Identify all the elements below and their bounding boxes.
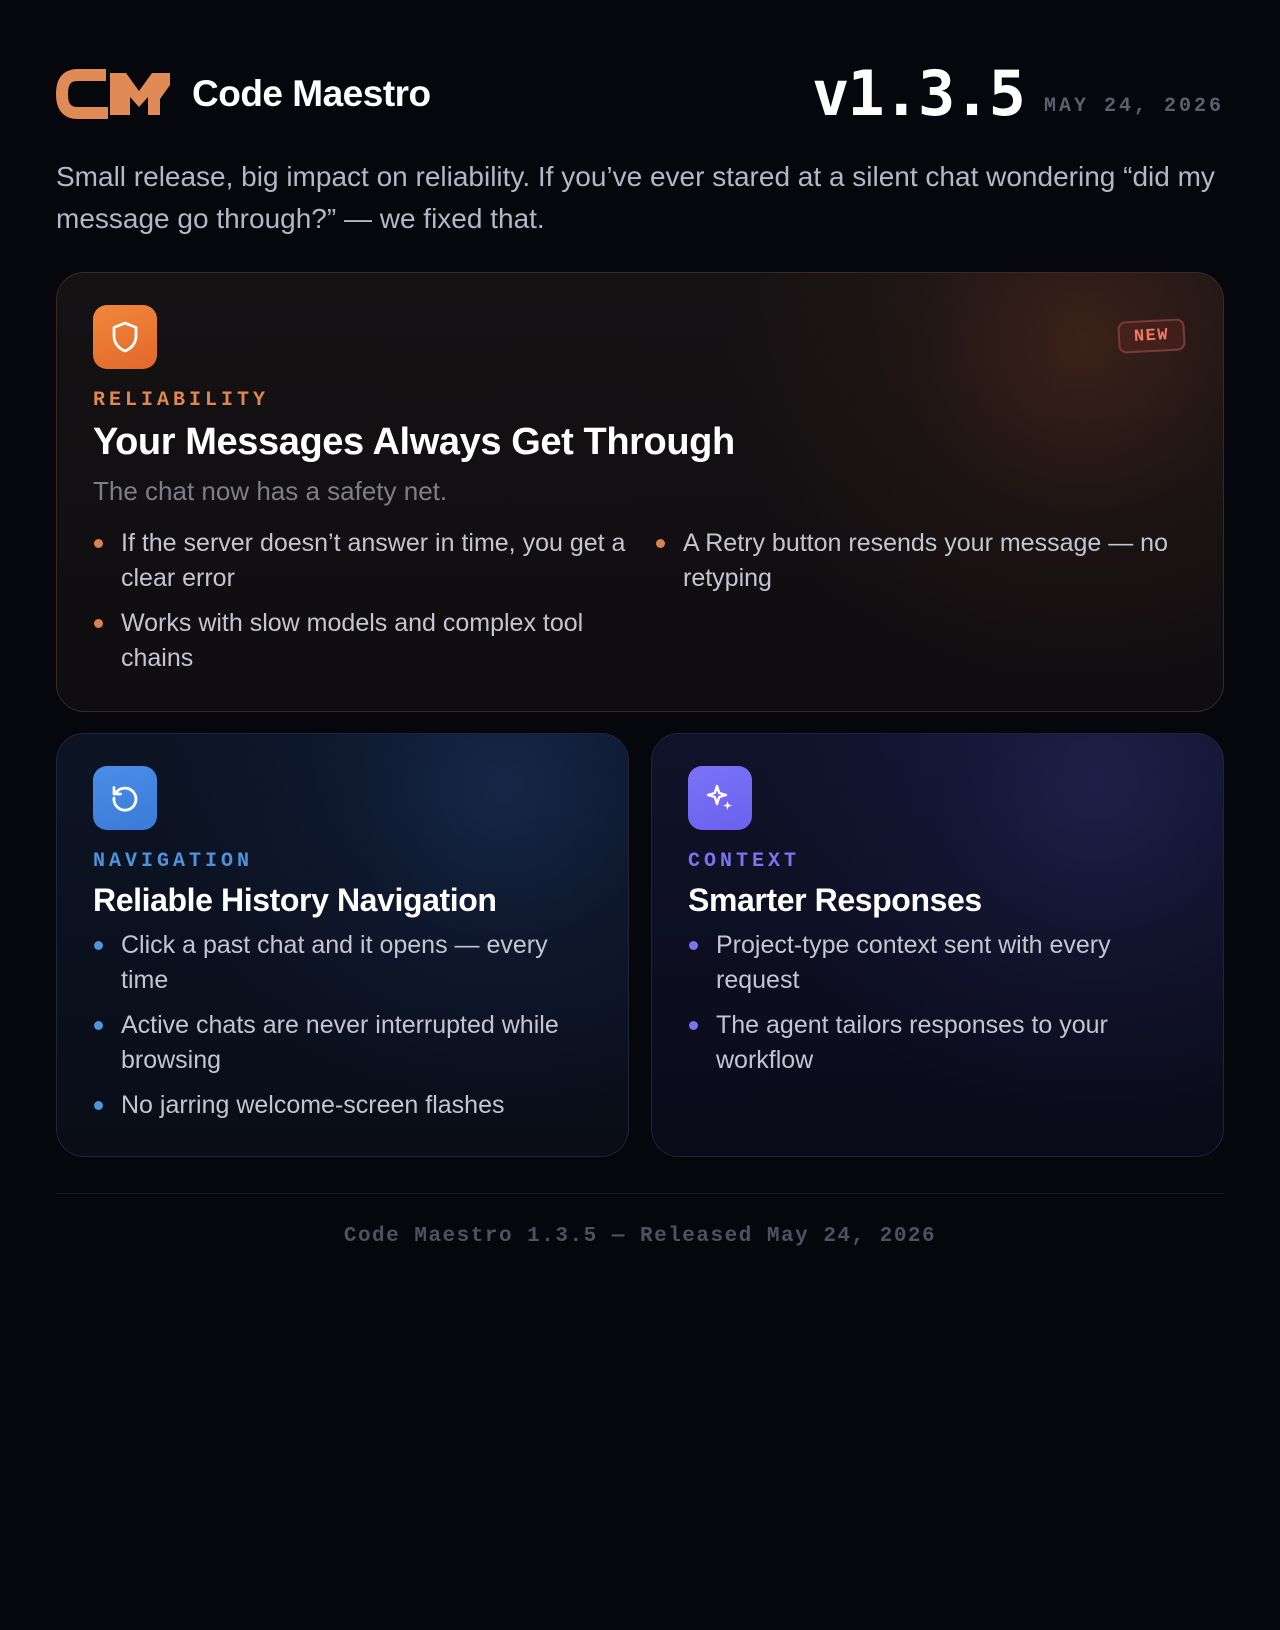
list-item [93, 526, 633, 596]
sparkles-icon [688, 766, 752, 830]
bullet-text: Active chats are never interrupted while browsing [121, 1011, 559, 1074]
navigation-title: Reliable History Navigation [93, 882, 497, 918]
bullet-dot [94, 619, 103, 628]
navigation-eyebrow: NAVIGATION [93, 850, 254, 873]
bullet-dot [94, 1021, 103, 1030]
code-maestro-logo [56, 67, 174, 121]
bullet-text: If the server doesn’t answer in time, you get a clear error [121, 529, 626, 592]
bullet-dot [94, 941, 103, 950]
bullet-text: A Retry button resends your message — no retyping [683, 529, 1168, 592]
new-badge: NEW [1117, 318, 1186, 353]
bullet-dot [656, 539, 665, 548]
list-item [93, 1008, 593, 1078]
bullet-dot [94, 1101, 103, 1110]
context-card [651, 733, 1224, 1157]
bullet-dot [689, 941, 698, 950]
context-eyebrow: CONTEXT [688, 850, 801, 873]
list-item [688, 928, 1188, 998]
footer-divider [56, 1193, 1224, 1194]
bullet-dot [689, 1021, 698, 1030]
release-date: MAY 24, 2026 [1043, 95, 1224, 118]
bullet-text: Click a past chat and it opens — every time [121, 931, 548, 994]
list-item [655, 526, 1175, 596]
header [56, 57, 1224, 130]
list-item [93, 1088, 593, 1123]
reliability-bullets-right [655, 526, 1175, 606]
brand-name: Code Maestro [192, 73, 431, 114]
navigation-bullets [93, 928, 593, 1133]
context-bullets [688, 928, 1188, 1088]
context-title: Smarter Responses [688, 882, 982, 918]
bullet-text: The agent tailors responses to your workflow [716, 1011, 1108, 1074]
list-item [93, 928, 593, 998]
reliability-eyebrow: RELIABILITY [93, 389, 270, 412]
history-icon [93, 766, 157, 830]
navigation-card [56, 733, 629, 1157]
bullet-text: No jarring welcome-screen flashes [121, 1091, 505, 1119]
reliability-title: Your Messages Always Get Through [93, 421, 735, 463]
version-number: v1.3.5 [812, 57, 1024, 130]
bullet-dot [94, 539, 103, 548]
intro-text: Small release, big impact on reliability. If you’ve ever stared at a silent chat wondering “did my message go through?” — we fixed that. [56, 161, 1215, 234]
list-item [93, 606, 633, 676]
reliability-subtitle: The chat now has a safety net. [93, 476, 448, 506]
footer-text: Code Maestro 1.3.5 — Released May 24, 2026 [343, 1225, 937, 1248]
bullet-text: Works with slow models and complex tool chains [121, 609, 584, 672]
reliability-bullets-left [93, 526, 633, 686]
list-item [688, 1008, 1188, 1078]
bullet-text: Project-type context sent with every request [716, 931, 1111, 994]
reliability-card [56, 272, 1224, 712]
shield-icon [93, 305, 157, 369]
